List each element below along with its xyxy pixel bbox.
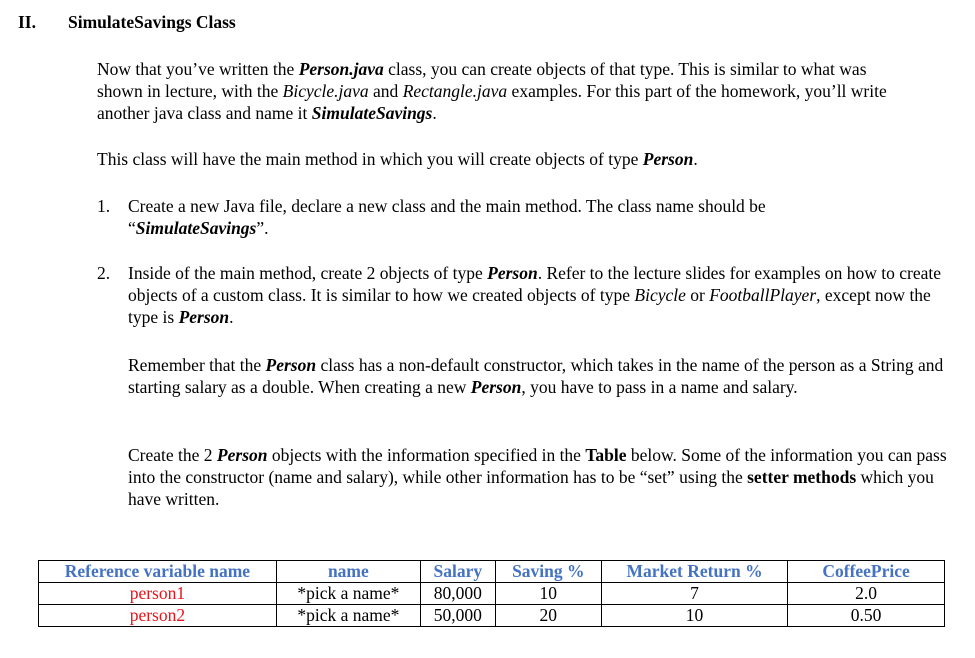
- step-2-text: [128, 262, 948, 328]
- main-method-note: [97, 148, 907, 170]
- cell-reference: person1: [39, 583, 277, 605]
- cell-name: *pick a name*: [276, 605, 420, 627]
- remember-paragraph: [128, 354, 948, 398]
- header-salary: Salary: [420, 561, 495, 583]
- remember-person-ref: Person: [265, 355, 317, 375]
- section-number: II.: [18, 12, 36, 32]
- intro-text-4: examples. For this part of the homework, you’ll write another java class and name it: [97, 81, 887, 123]
- create-setter-methods: setter methods: [747, 467, 857, 487]
- simulate-savings-ref: SimulateSavings: [311, 103, 433, 123]
- create-text-1: Create the 2: [128, 445, 217, 465]
- create-text-2: objects with the information specified in the: [267, 445, 586, 465]
- section-heading: [18, 12, 236, 33]
- rectangle-java-ref: Rectangle.java: [402, 81, 508, 101]
- section-title: SimulateSavings Class: [68, 12, 236, 32]
- remember-text-1: Remember that the: [128, 355, 266, 375]
- step-2-person-ref-2: Person: [178, 307, 230, 327]
- intro-paragraph: [97, 58, 907, 124]
- step-1-text-1: Create a new Java file, declare a new class and the main method. The class name should be “: [128, 196, 766, 238]
- cell-saving: 10: [495, 583, 601, 605]
- cell-coffee-price: 2.0: [788, 583, 945, 605]
- step-1-marker: 1.: [97, 196, 111, 216]
- step-2-text-4: , except now the type is: [128, 285, 931, 327]
- step-2-text-3: or: [685, 285, 710, 305]
- intro-text-2: class, you can create objects of that type. This is similar to what was shown in lecture, with the: [97, 59, 867, 101]
- bicycle-java-ref: Bicycle.java: [282, 81, 369, 101]
- cell-market-return: 7: [601, 583, 787, 605]
- create-person-ref: Person: [216, 445, 268, 465]
- cell-salary: 80,000: [420, 583, 495, 605]
- create-objects-paragraph: [128, 444, 948, 510]
- create-table-word: Table: [585, 445, 627, 465]
- step-2-football-player-ref: FootballPlayer: [709, 285, 817, 305]
- cell-saving: 20: [495, 605, 601, 627]
- table-row: [39, 605, 945, 627]
- step-2-text-1: Inside of the main method, create 2 objects of type: [128, 263, 488, 283]
- create-text-4: which you have written.: [128, 467, 934, 509]
- person-info-table: [38, 560, 945, 627]
- cell-reference: person2: [39, 605, 277, 627]
- remember-text-2: class has a non-default constructor, which takes in the name of the person as a String and starting salary as a double. When creating a new: [128, 355, 944, 397]
- step-2-person-ref: Person: [487, 263, 538, 283]
- step-2-marker: 2.: [97, 263, 111, 283]
- intro-text-5: .: [432, 103, 437, 123]
- header-reference-variable-name: Reference variable name: [39, 561, 277, 583]
- header-market-return-percent: Market Return %: [601, 561, 787, 583]
- intro-text-1: Now that you’ve written the: [97, 59, 299, 79]
- person-java-ref: Person.java: [298, 59, 384, 79]
- main-note-text-1: This class will have the main method in which you will create objects of type: [97, 149, 643, 169]
- cell-market-return: 10: [601, 605, 787, 627]
- create-text-3: below. Some of the information you can pass into the constructor (name and salary), while other information has to be “set” using the: [128, 445, 947, 487]
- step-2-text-2: . Refer to the lecture slides for examples on how to create objects of a custom class. It is similar to how we created objects of type: [128, 263, 942, 305]
- main-note-text-2: .: [693, 149, 698, 169]
- table-row: [39, 583, 945, 605]
- person-type-ref: Person: [642, 149, 694, 169]
- cell-salary: 50,000: [420, 605, 495, 627]
- intro-text-3: and: [368, 81, 403, 101]
- table-header-row: [39, 561, 945, 583]
- cell-name: *pick a name*: [276, 583, 420, 605]
- header-coffee-price: CoffeePrice: [788, 561, 945, 583]
- cell-coffee-price: 0.50: [788, 605, 945, 627]
- remember-text-3: , you have to pass in a name and salary.: [521, 377, 798, 397]
- step-2-text-5: .: [229, 307, 234, 327]
- remember-person-ref-2: Person: [470, 377, 522, 397]
- step-1-text: [128, 195, 888, 239]
- step-1-class-name: SimulateSavings: [135, 218, 257, 238]
- step-1-text-2: ”.: [256, 218, 269, 238]
- header-saving-percent: Saving %: [495, 561, 601, 583]
- step-2-bicycle-ref: Bicycle: [634, 285, 686, 305]
- header-name: name: [276, 561, 420, 583]
